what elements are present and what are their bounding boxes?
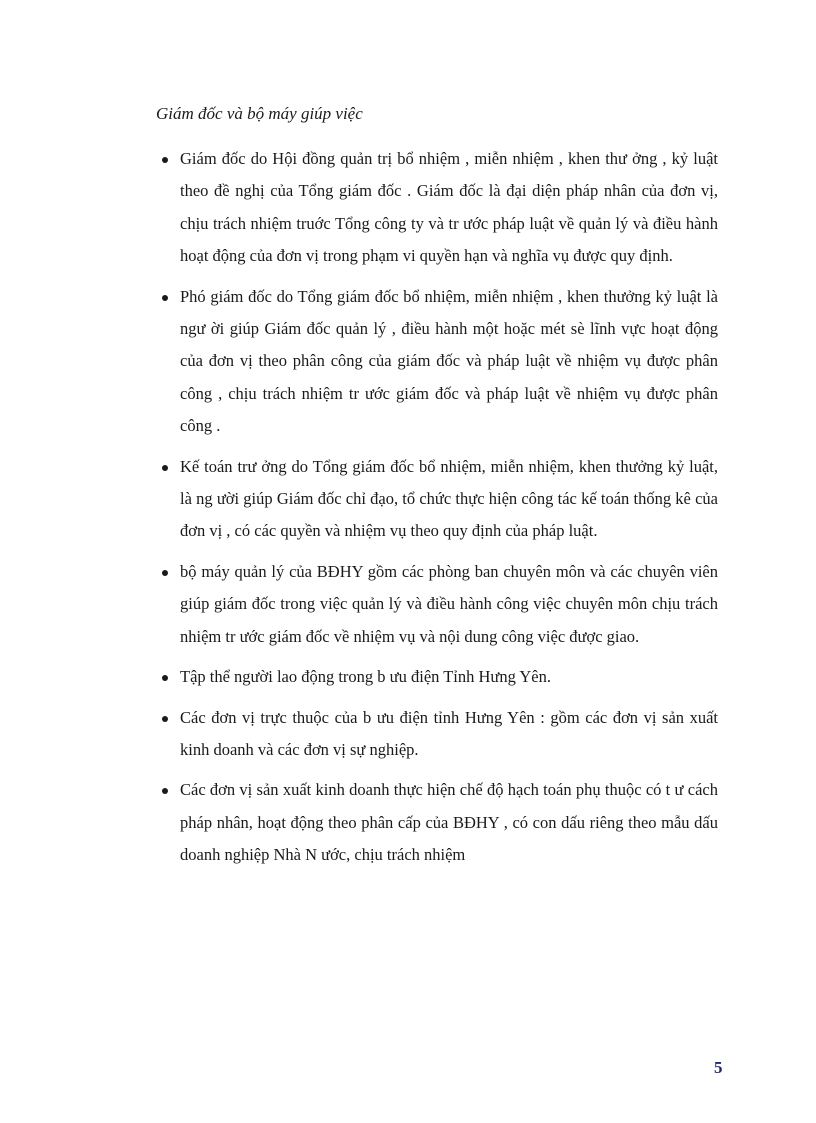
list-item [162, 556, 718, 653]
list-item [162, 143, 718, 273]
section-heading: Giám đốc và bộ máy giúp việc [156, 104, 363, 123]
bullet-icon [162, 716, 168, 722]
bullet-list [162, 143, 718, 880]
page-number: 5 [714, 1058, 723, 1077]
bullet-icon [162, 295, 168, 301]
bullet-icon [162, 157, 168, 163]
list-item [162, 281, 718, 443]
list-item-text: Phó giám đốc do Tổng giám đốc bổ nhiệm, miễn nhiệm , khen thưởng kỷ luật là ngư ời giúp Giám đốc quản lý , điều hành một hoặc mét sè lĩnh vực hoạt động của đơn vị theo phân công của giám đốc và pháp luật về nhiệm vụ được phân công , chịu trách nhiệm tr ước giám đốc và pháp luật về nhiệm vụ được phân công . [180, 286, 718, 436]
list-item [162, 702, 718, 767]
list-item-text: Các đơn vị sản xuất kinh doanh thực hiện chế độ hạch toán phụ thuộc có t ư cách pháp nhân, hoạt động theo phân cấp của BĐHY , có con dấu riêng theo mẫu dấu doanh nghiệp Nhà N ước, chịu trách nhiệm [180, 780, 718, 865]
list-item-text: Các đơn vị trực thuộc của b ưu điện tỉnh Hưng Yên : gồm các đơn vị sản xuất kinh doanh và các đơn vị sự nghiệp. [180, 707, 718, 759]
list-item [162, 774, 718, 871]
bullet-icon [162, 675, 168, 681]
list-item-text: Giám đốc do Hội đồng quản trị bổ nhiệm , miễn nhiệm , khen thư ởng , kỷ luật theo đề nghị của Tổng giám đốc . Giám đốc là đại diện pháp nhân của đơn vị, chịu trách nhiệm truớc Tổng công ty và tr ước pháp luật về quản lý và điều hành hoạt động của đơn vị trong phạm vi quyền hạn và nghĩa vụ được quy định. [180, 149, 718, 266]
bullet-icon [162, 465, 168, 471]
bullet-icon [162, 570, 168, 576]
bullet-icon [162, 788, 168, 794]
list-item [162, 661, 718, 693]
list-item [162, 451, 718, 548]
list-item-text: Kế toán trư ởng do Tổng giám đốc bổ nhiệm, miễn nhiệm, khen thưởng kỷ luật, là ng ười giúp Giám đốc chỉ đạo, tổ chức thực hiện công tác kế toán thống kê của đơn vị , có các quyền và nhiệm vụ theo quy định của pháp luật. [180, 456, 718, 541]
list-item-text: bộ máy quản lý của BĐHY gồm các phòng ban chuyên môn và các chuyên viên giúp giám đốc trong việc quản lý và điều hành công việc chuyên môn chịu trách nhiệm tr ước giám đốc về nhiệm vụ và nội dung công việc được giao. [180, 561, 718, 646]
list-item-text: Tập thể người lao động trong b ưu điện Tỉnh Hưng Yên. [180, 667, 552, 687]
